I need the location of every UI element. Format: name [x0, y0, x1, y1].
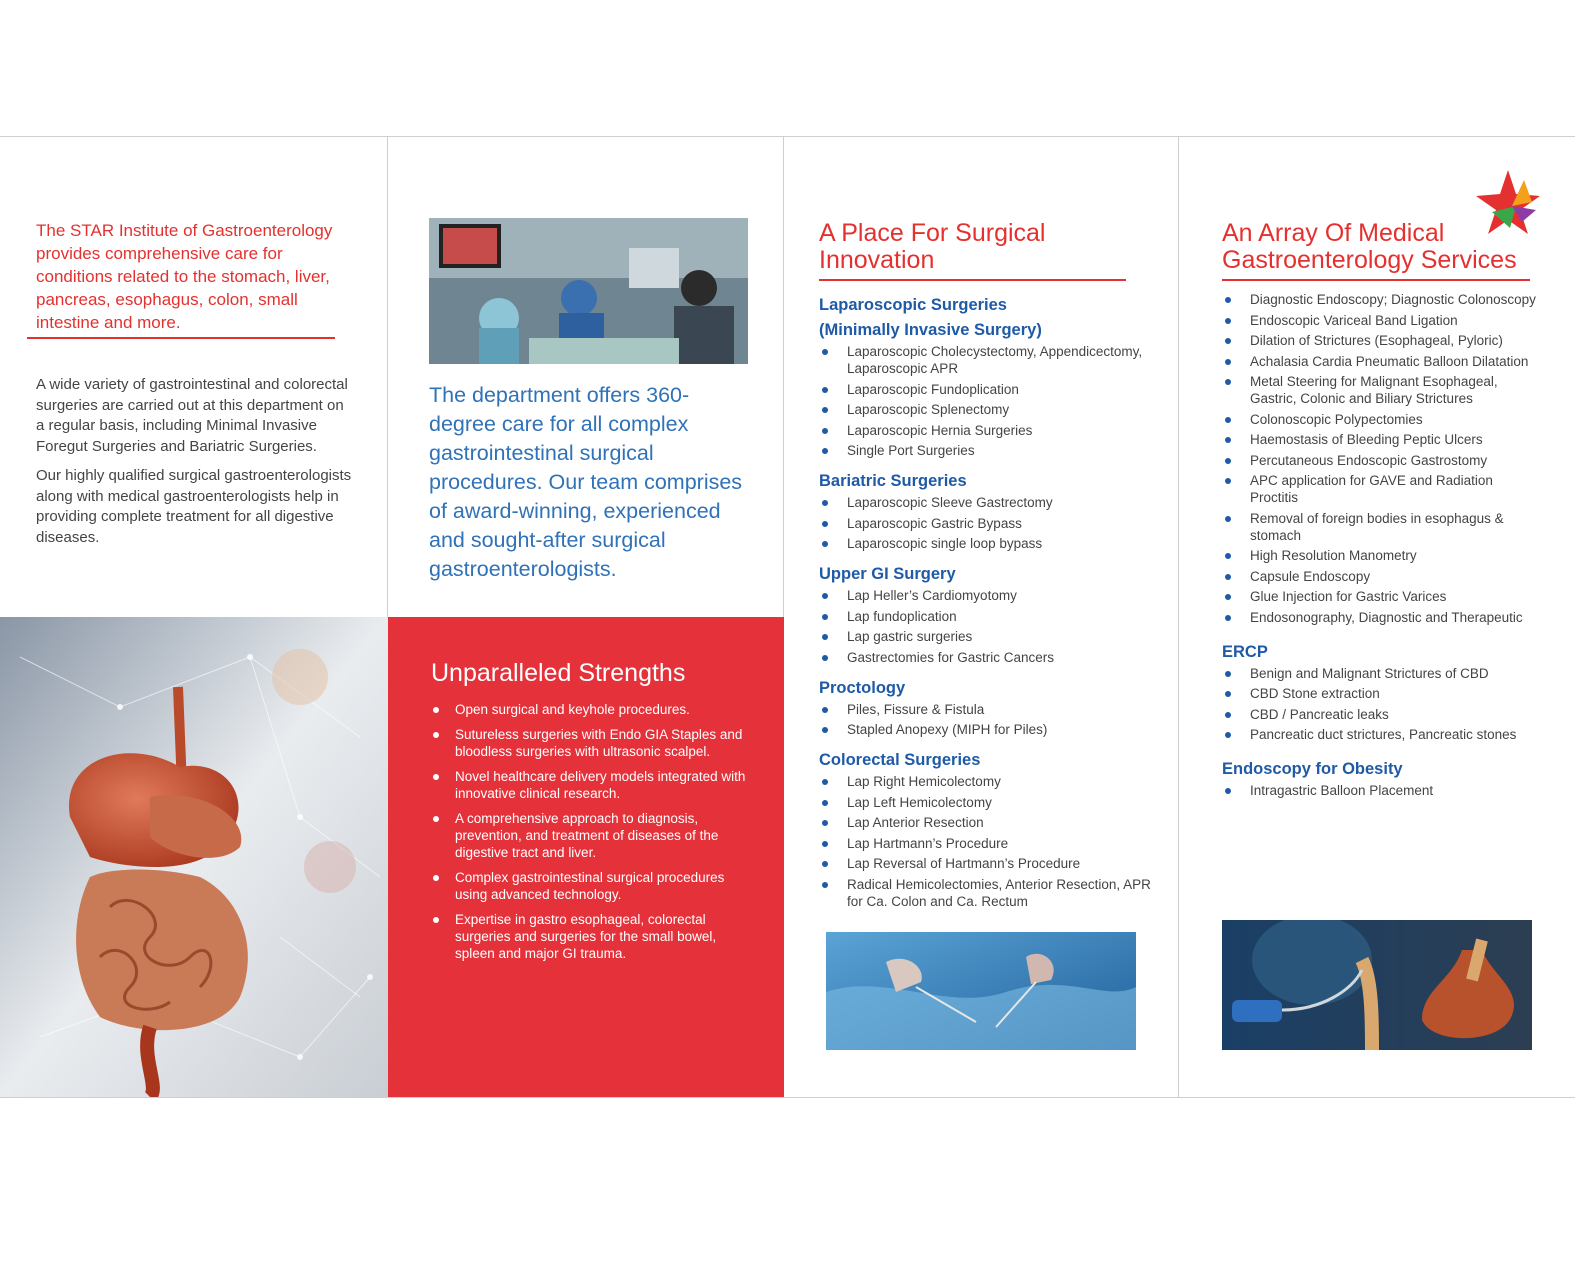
list-item-text: Intragastric Balloon Placement: [1250, 783, 1434, 798]
bullet-dot-icon: [822, 428, 828, 434]
list-item-text: Laparoscopic Splenectomy: [847, 402, 1010, 417]
list-item: [819, 649, 1159, 666]
department-quote: The department offers 360-degree care for all complex gastrointestinal surgical procedures. Our team comprises of award-winning, experienced and sought-after surgical gastroenterologists.: [429, 383, 743, 581]
subsection-heading: Endoscopy for Obesity: [1222, 760, 1403, 778]
bullet-dot-icon: [1225, 712, 1231, 718]
list-item-text: Expertise in gastro esophageal, colorectal surgeries and surgeries for the small bowel, spleen and major GI trauma.: [455, 912, 717, 961]
strengths-panel: [388, 617, 784, 1097]
list-item-text: Laparoscopic Sleeve Gastrectomy: [847, 495, 1053, 510]
bullet-dot-icon: [822, 707, 828, 713]
list-item-text: Percutaneous Endoscopic Gastrostomy: [1250, 452, 1488, 468]
bullet-dot-icon: [1225, 318, 1231, 324]
service-list: [819, 701, 1159, 739]
bullet-dot-icon: [1225, 788, 1231, 794]
bullet-dot-icon: [433, 917, 439, 923]
surgical-title-rule: [819, 279, 1126, 281]
list-item: [431, 810, 751, 861]
strengths-list: [431, 701, 751, 970]
bullet-dot-icon: [822, 779, 828, 785]
list-item-text: Endosonography, Diagnostic and Therapeutic: [1250, 609, 1523, 625]
bullet-dot-icon: [1225, 437, 1231, 443]
list-item-text: Pancreatic duct strictures, Pancreatic stones: [1250, 727, 1517, 742]
bullet-dot-icon: [822, 349, 828, 355]
list-item: [819, 876, 1159, 910]
list-item-text: Lap Left Hemicolectomy: [847, 794, 992, 810]
bullet-dot-icon: [822, 593, 828, 599]
subsection-heading: Colorectal Surgeries: [819, 751, 981, 769]
intro-rule: [27, 337, 335, 339]
medical-section-title: [1222, 220, 1517, 274]
list-item-text: Lap Hartmann’s Procedure: [847, 835, 1009, 851]
list-item: [1222, 431, 1542, 448]
list-item: [819, 855, 1159, 872]
surgical-section-title: [819, 220, 1046, 274]
bullet-dot-icon: [822, 448, 828, 454]
list-item-text: Achalasia Cardia Pneumatic Balloon Dilatation: [1250, 353, 1529, 369]
list-item-text: APC application for GAVE and Radiation Proctitis: [1250, 473, 1493, 505]
subsection-heading: Upper GI Surgery: [819, 565, 956, 583]
list-item-text: Single Port Surgeries: [847, 443, 975, 458]
intro-paragraph: A wide variety of gastrointestinal and colorectal surgeries are carried out at this department on a regular basis, including Minimal Invasive Foregut Surgeries and Bariatric Surgeries.: [36, 376, 348, 455]
bullet-dot-icon: [822, 500, 828, 506]
title-line: Gastroenterology Services: [1222, 246, 1517, 274]
list-item: [1222, 706, 1542, 723]
bullet-dot-icon: [1225, 516, 1231, 522]
list-item: [1222, 510, 1542, 544]
intro-statement: The STAR Institute of Gastroenterology provides comprehensive care for conditions related to the stomach, liver, pancreas, esophagus, colon, small intestine and more.: [36, 221, 333, 332]
list-item-text: Laparoscopic Cholecystectomy, Appendicectomy, Laparoscopic APR: [847, 344, 1143, 376]
service-list: [1222, 291, 1542, 626]
bullet-dot-icon: [1225, 478, 1231, 484]
strengths-title: Unparalleled Strengths: [431, 659, 686, 687]
bullet-dot-icon: [822, 407, 828, 413]
bullet-dot-icon: [822, 634, 828, 640]
service-list: [819, 773, 1159, 910]
list-item: [819, 535, 1159, 552]
subsection-heading: ERCP: [1222, 642, 1268, 661]
list-item-text: Haemostasis of Bleeding Peptic Ulcers: [1250, 432, 1483, 447]
list-item: [819, 515, 1159, 532]
list-item-text: Colonoscopic Polypectomies: [1250, 411, 1423, 427]
list-item-text: Lap Anterior Resection: [847, 815, 984, 830]
list-item-text: Gastrectomies for Gastric Cancers: [847, 649, 1055, 665]
intro-body: [36, 375, 356, 557]
list-item-text: Benign and Malignant Strictures of CBD: [1250, 665, 1489, 681]
bullet-dot-icon: [433, 774, 439, 780]
list-item-text: Diagnostic Endoscopy; Diagnostic Colonoscopy: [1250, 292, 1536, 307]
list-item-text: Piles, Fissure & Fistula: [847, 701, 985, 717]
list-item-text: CBD / Pancreatic leaks: [1250, 706, 1389, 722]
bullet-dot-icon: [822, 800, 828, 806]
list-item: [819, 814, 1159, 831]
list-item: [1222, 353, 1542, 370]
subsection-heading: Bariatric Surgeries: [819, 472, 967, 490]
list-item-text: A comprehensive approach to diagnosis, prevention, and treatment of diseases of the digestive tract and liver.: [455, 811, 719, 860]
endoscopy-photo: [1222, 920, 1532, 1050]
list-item-text: Lap Right Hemicolectomy: [847, 774, 1001, 789]
bullet-dot-icon: [822, 727, 828, 733]
list-item: [819, 628, 1159, 645]
bullet-dot-icon: [822, 841, 828, 847]
bullet-dot-icon: [822, 655, 828, 661]
list-item: [1222, 609, 1542, 626]
title-line: An Array Of Medical: [1222, 219, 1445, 247]
bullet-dot-icon: [1225, 553, 1231, 559]
list-item: [819, 794, 1159, 811]
list-item-text: Complex gastrointestinal surgical procedures using advanced technology.: [455, 870, 725, 902]
list-item: [819, 401, 1159, 418]
list-item: [1222, 685, 1542, 702]
medical-services: [1222, 291, 1542, 809]
list-item: [431, 726, 751, 760]
list-item-text: Glue Injection for Gastric Varices: [1250, 589, 1447, 604]
list-item: [819, 773, 1159, 790]
list-item: [819, 343, 1159, 377]
bullet-dot-icon: [822, 521, 828, 527]
list-item: [1222, 588, 1542, 605]
list-item: [1222, 665, 1542, 682]
list-item-text: Lap fundoplication: [847, 608, 957, 624]
bullet-dot-icon: [1225, 338, 1231, 344]
list-item: [1222, 782, 1542, 799]
bullet-dot-icon: [1225, 671, 1231, 677]
list-item-text: Sutureless surgeries with Endo GIA Staples and bloodless surgeries with ultrasonic scalpel.: [455, 727, 743, 759]
subsection-heading: (Minimally Invasive Surgery): [819, 321, 1042, 339]
list-item-text: Lap Reversal of Hartmann’s Procedure: [847, 856, 1081, 871]
list-item: [1222, 547, 1542, 564]
list-item: [431, 701, 751, 718]
bullet-dot-icon: [822, 820, 828, 826]
list-item-text: Removal of foreign bodies in esophagus & stomach: [1250, 510, 1504, 543]
bullet-dot-icon: [822, 614, 828, 620]
list-item-text: Laparoscopic single loop bypass: [847, 536, 1043, 551]
list-item-text: Novel healthcare delivery models integrated with innovative clinical research.: [455, 769, 746, 801]
service-list: [819, 494, 1159, 552]
list-item: [1222, 312, 1542, 329]
list-item: [1222, 373, 1542, 407]
bullet-dot-icon: [1225, 691, 1231, 697]
list-item: [431, 911, 751, 962]
list-item-text: CBD Stone extraction: [1250, 686, 1380, 701]
title-line: Innovation: [819, 246, 935, 274]
list-item: [819, 587, 1159, 604]
bullet-dot-icon: [822, 541, 828, 547]
bullet-dot-icon: [822, 861, 828, 867]
intro-paragraph: Our highly qualified surgical gastroenterologists along with medical gastroenterologists help in providing complete treatment for all digestive diseases.: [36, 467, 352, 546]
bullet-dot-icon: [822, 387, 828, 393]
list-item-text: Open surgical and keyhole procedures.: [455, 702, 690, 717]
bullet-dot-icon: [433, 707, 439, 713]
list-item-text: Lap Heller’s Cardiomyotomy: [847, 588, 1017, 603]
list-item: [819, 835, 1159, 852]
service-list: [1222, 782, 1542, 799]
list-item-text: High Resolution Manometry: [1250, 548, 1417, 563]
list-item-text: Capsule Endoscopy: [1250, 568, 1371, 584]
list-item: [819, 494, 1159, 511]
bullet-dot-icon: [1225, 379, 1231, 385]
bullet-dot-icon: [822, 882, 828, 888]
subsection-heading: Laparoscopic Surgeries: [819, 296, 1007, 314]
bullet-dot-icon: [433, 732, 439, 738]
bullet-dot-icon: [433, 816, 439, 822]
list-item-text: Laparoscopic Hernia Surgeries: [847, 422, 1033, 438]
operating-room-photo: [429, 218, 748, 364]
list-item: [1222, 452, 1542, 469]
list-item: [819, 422, 1159, 439]
list-item: [1222, 472, 1542, 506]
list-item-text: Laparoscopic Gastric Bypass: [847, 515, 1022, 531]
list-item: [431, 869, 751, 903]
list-item: [1222, 411, 1542, 428]
bullet-dot-icon: [1225, 615, 1231, 621]
bullet-dot-icon: [1225, 417, 1231, 423]
surgery-photo: [826, 932, 1136, 1050]
fold-divider: [1178, 136, 1179, 1098]
list-item-text: Lap gastric surgeries: [847, 629, 973, 644]
list-item-text: Metal Steering for Malignant Esophageal, Gastric, Colonic and Biliary Strictures: [1250, 374, 1498, 406]
list-item: [431, 768, 751, 802]
service-list: [1222, 665, 1542, 744]
service-list: [819, 587, 1159, 666]
bullet-dot-icon: [1225, 297, 1231, 303]
list-item: [1222, 726, 1542, 743]
service-list: [819, 343, 1159, 459]
list-item-text: Radical Hemicolectomies, Anterior Resection, APR for Ca. Colon and Ca. Rectum: [847, 876, 1151, 909]
list-item: [819, 701, 1159, 718]
bullet-dot-icon: [1225, 732, 1231, 738]
list-item: [1222, 332, 1542, 349]
list-item: [1222, 291, 1542, 308]
title-line: A Place For Surgical: [819, 219, 1046, 247]
list-item: [819, 442, 1159, 459]
bullet-dot-icon: [1225, 594, 1231, 600]
list-item: [1222, 568, 1542, 585]
list-item-text: Laparoscopic Fundoplication: [847, 381, 1019, 397]
digestive-system-image: [0, 617, 388, 1097]
medical-title-rule: [1222, 279, 1530, 281]
list-item: [819, 381, 1159, 398]
list-item-text: Endoscopic Variceal Band Ligation: [1250, 312, 1458, 328]
bullet-dot-icon: [1225, 359, 1231, 365]
bullet-dot-icon: [1225, 574, 1231, 580]
panel-intro: [0, 137, 387, 1097]
list-item: [819, 721, 1159, 738]
bullet-dot-icon: [433, 875, 439, 881]
list-item-text: Stapled Anopexy (MIPH for Piles): [847, 722, 1048, 737]
subsection-heading: Proctology: [819, 678, 906, 697]
bullet-dot-icon: [1225, 458, 1231, 464]
surgical-services: [819, 293, 1159, 920]
list-item-text: Dilation of Strictures (Esophageal, Pyloric): [1250, 333, 1503, 348]
list-item: [819, 608, 1159, 625]
